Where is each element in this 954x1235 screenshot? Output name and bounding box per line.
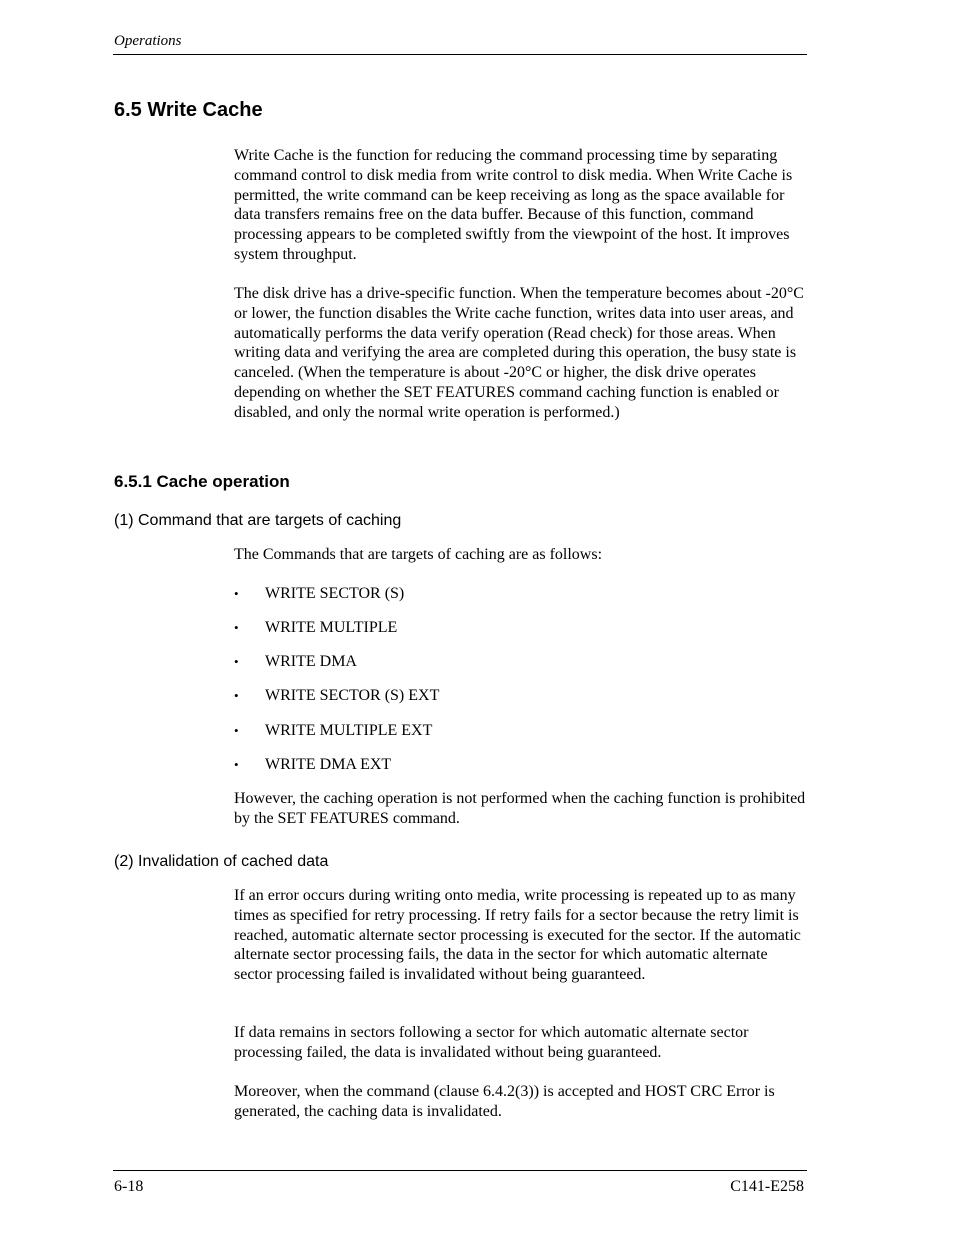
command-name: WRITE DMA [265, 653, 357, 670]
command-name: WRITE MULTIPLE EXT [265, 722, 433, 739]
command-name: WRITE SECTOR (S) [265, 585, 405, 602]
document-code: C141-E258 [730, 1178, 804, 1195]
bullet-icon: • [234, 620, 239, 635]
item-1-title: (1) Command that are targets of caching [114, 512, 402, 529]
caching-note: However, the caching operation is not performed when the caching function is prohibited by the SET FEATURES command. [234, 790, 806, 827]
bullet-icon: • [234, 757, 239, 772]
caching-lead-text: The Commands that are targets of caching are as follows: [234, 546, 603, 563]
command-name: WRITE SECTOR (S) EXT [265, 687, 440, 704]
intro-paragraph-1: Write Cache is the function for reducing the command processing time by separating command control to disk media from write control to disk media. When Write Cache is permitted, the write command can be keep receiving as long as the space available for data transfers remains free on the data buffer. Because of this function, command processing appears to be completed swiftly from the viewpoint of the host. It improves system throughput. [234, 147, 793, 263]
invalidation-paragraph-3: Moreover, when the command (clause 6.4.2(3)) is accepted and HOST CRC Error is generated, the caching data is invalidated. [234, 1083, 775, 1120]
subsection-title: 6.5.1 Cache operation [114, 472, 290, 491]
intro-paragraph-2: The disk drive has a drive-specific function. When the temperature becomes about -20°C or lower, the function disables the Write cache function, writes data into user areas, and automatically performs the data verify operation (Read check) for those areas. When writing data and verifying the area are completed during this operation, the busy state is canceled. (When the temperature is about -20°C or higher, the disk drive operates depending on whether the SET FEATURES command caching function is enabled or disabled, and only the normal write operation is performed.) [234, 285, 804, 421]
invalidation-paragraph-1: If an error occurs during writing onto media, write processing is repeated up to as many times as specified for retry processing. If retry fails for a sector because the retry limit is reached, automatic alternate sector processing is executed for the sector. If the automatic alternate sector processing fails, the data in the sector for which automatic alternate sector processing failed is invalidated without being guaranteed. [234, 887, 801, 984]
invalidation-paragraph-2: If data remains in sectors following a sector for which automatic alternate sector processing failed, the data is invalidated without being guaranteed. [234, 1024, 749, 1061]
running-header: Operations [114, 33, 182, 49]
bullet-icon: • [234, 688, 239, 703]
header-divider [113, 54, 807, 55]
command-name: WRITE MULTIPLE [265, 619, 398, 636]
bullet-icon: • [234, 654, 239, 669]
item-2-title: (2) Invalidation of cached data [114, 853, 329, 870]
section-title: 6.5 Write Cache [114, 99, 263, 121]
bullet-icon: • [234, 586, 239, 601]
page-number: 6-18 [114, 1178, 144, 1195]
bullet-icon: • [234, 723, 239, 738]
command-name: WRITE DMA EXT [265, 756, 392, 773]
footer-divider [113, 1170, 807, 1171]
